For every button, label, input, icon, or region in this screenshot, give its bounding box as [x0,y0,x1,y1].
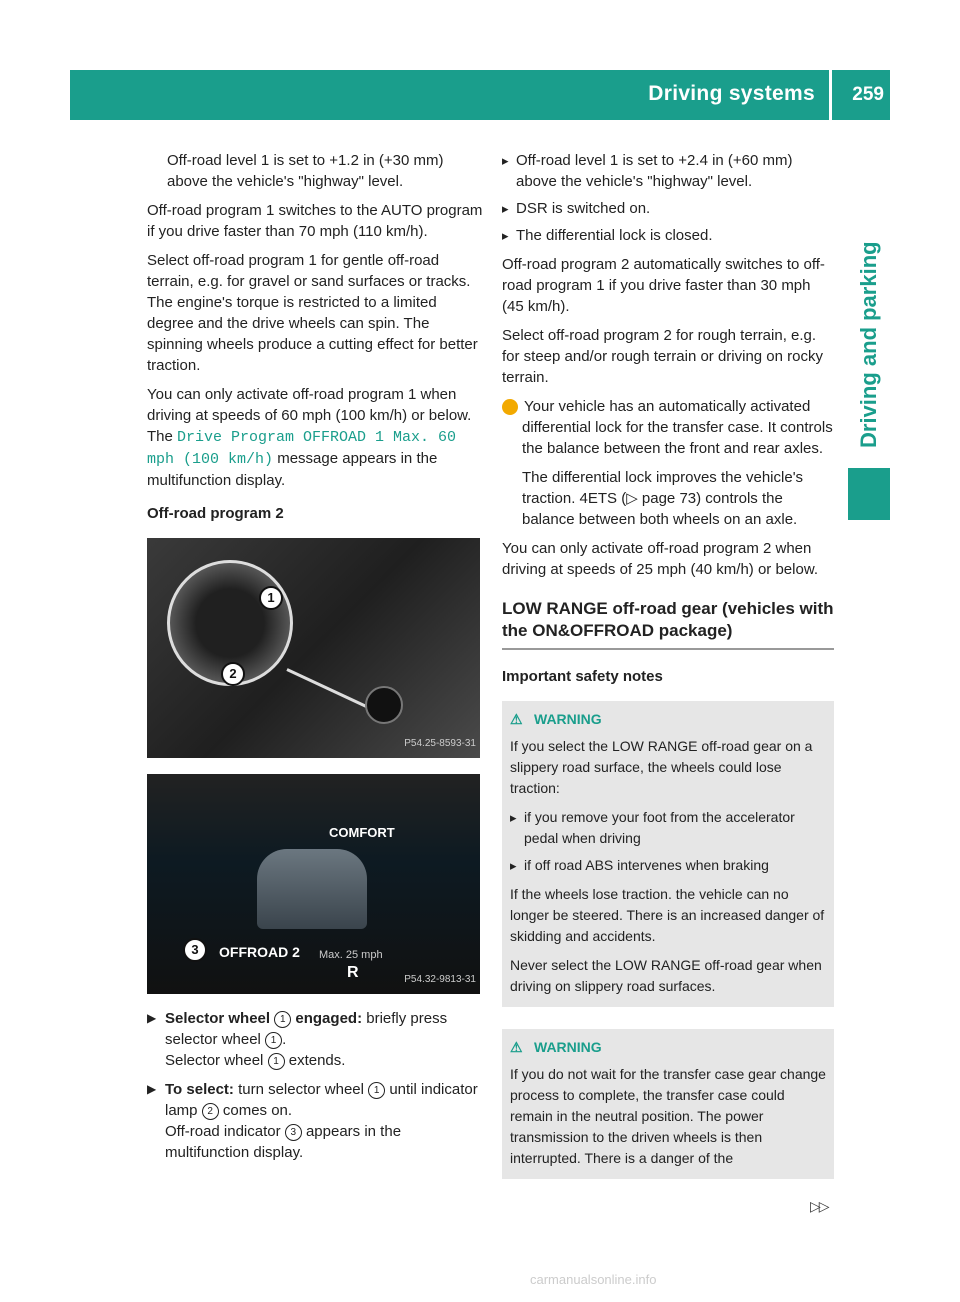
step-text: turn selector wheel [238,1081,364,1098]
section-title: Driving systems [648,82,815,105]
header-divider [829,70,832,120]
warning-box [502,1029,834,1179]
callout-1: 1 [259,586,283,610]
callout-2: 2 [221,662,245,686]
subheading: Off-road program 2 [147,505,284,522]
info-text: Your vehicle has an automatically activated differential lock for the transfer case. It controls the balance between the front and rear axles. [522,398,833,457]
paragraph-text: message appears in the multifunction display. [147,450,438,489]
bullet-list [502,150,834,246]
list-item: ▸ DSR is switched on. [502,198,834,219]
step-label: To select: [165,1081,234,1098]
list-item: ▸ Off-road level 1 is set to +2.4 in (+60 mm) above the vehicle's "highway" level. [502,150,834,192]
paragraph: You can only activate off-road program 2 when driving at speeds of 25 mph (40 km/h) or below. [502,540,818,578]
display-message: Drive Program OFFROAD 1 Max. 60 mph (100 km/h) [147,429,457,468]
warning-title-text: WARNING [534,711,602,727]
left-column [147,150,487,1171]
warning-text: If the wheels lose traction. the vehicle can no longer be steered. There is an increased danger of skidding and accidents. [510,886,825,944]
image-code: P54.25-8593-31 [404,738,476,749]
instrument-cluster-photo [147,774,480,994]
step-text: briefly press selector wheel [165,1010,448,1048]
paragraph-text: You can only activate off-road program 1 when driving at speeds of 60 mph (100 km/h) or below. The [147,386,472,445]
continue-arrow-icon: ▷▷ [810,1198,828,1214]
max-speed-label: Max. 25 mph [319,949,383,961]
callout-ref: 2 [202,1103,219,1120]
callout-ref: 1 [368,1082,385,1099]
paragraph [147,384,487,491]
paragraph: Off-road program 1 switches to the AUTO program if you drive faster than 70 mph (110 km/h). [147,202,483,240]
image-code: P54.32-9813-31 [404,974,476,985]
paragraph: Select off-road program 2 for rough terrain, e.g. for steep and/or rough terrain or driving on rocky terrain. [502,327,823,386]
callout-ref: 1 [265,1032,282,1049]
step-text: Selector wheel [165,1052,264,1069]
offroad-indicator: OFFROAD 2 [219,944,300,960]
warning-text: Never select the LOW RANGE off-road gear when driving on slippery road surfaces. [510,957,822,994]
step-label: Selector wheel [165,1010,271,1027]
warning-title [510,709,826,730]
chapter-marker-block [848,468,890,520]
step-text: until indicator lamp [165,1081,478,1119]
header-bar [70,70,890,120]
page-number: 259 [852,84,884,105]
vehicle-graphic [257,849,367,929]
footer-watermark: carmanualsonline.info [530,1272,657,1287]
instruction-step [147,1079,487,1163]
subheading: Important safety notes [502,668,663,685]
warning-text: If you select the LOW RANGE off-road gear on a slippery road surface, the wheels could lose traction: [510,738,813,796]
paragraph: Off-road level 1 is set to +1.2 in (+30 mm) above the vehicle's "highway" level. [167,152,444,190]
chapter-tab [848,130,890,448]
callout-ref: 1 [268,1053,285,1070]
right-column [498,150,834,1193]
comfort-label: COMFORT [329,825,395,840]
callout-ref: 1 [274,1011,291,1028]
info-paragraph [498,396,834,459]
info-icon: i [502,399,518,415]
gear-indicator: R [347,964,359,981]
instruction-step: ▶ Selector wheel 1 engaged: briefly press selector wheel 1 . Selector wheel 1 extends. [147,1008,487,1071]
warning-box [502,701,834,1007]
step-text: appears in the multifunction display. [165,1123,402,1161]
warning-text: If you do not wait for the transfer case gear change process to complete, the transfer case could remain in the neutral position. The power transmission to the driven wheels is then interrupted. There is a danger of the [510,1066,826,1166]
warning-bullets [510,807,826,876]
list-item: ▸ if you remove your foot from the accelerator pedal when driving [510,807,826,849]
step-text: Off-road indicator [165,1123,281,1140]
warning-title [510,1037,826,1058]
selector-wheel-photo [147,538,480,758]
warning-icon: ⚠ [510,1039,523,1055]
controller-dial [365,686,403,724]
list-item: ▸ The differential lock is closed. [502,225,834,246]
paragraph: Select off-road program 1 for gentle off-road terrain, e.g. for gravel or sand surfaces or tracks. The engine's torque is restricted to a limited degree and the drive wheels can spin. The spinning wheels produce a cutting effect for better traction. [147,252,478,374]
chapter-tab-label: Driving and parking [856,241,881,448]
step-label: engaged: [295,1010,363,1027]
callout-3: 3 [183,938,207,962]
list-item: ▸ if off road ABS intervenes when braking [510,855,826,876]
step-text: comes on. [222,1102,293,1119]
warning-icon: ⚠ [510,711,523,727]
section-heading: LOW RANGE off-road gear (vehicles with the ON&OFFROAD package) [502,598,834,650]
paragraph: Off-road program 2 automatically switches to off-road program 1 if you drive faster than 30 mph (45 km/h). [502,256,825,315]
step-text: extends. [288,1052,346,1069]
info-paragraph: The differential lock improves the vehicle's traction. 4ETS (▷ page 73) controls the balance between both wheels on an axle. [522,469,804,528]
warning-title-text: WARNING [534,1039,602,1055]
info-note [498,396,834,530]
callout-ref: 3 [285,1124,302,1141]
